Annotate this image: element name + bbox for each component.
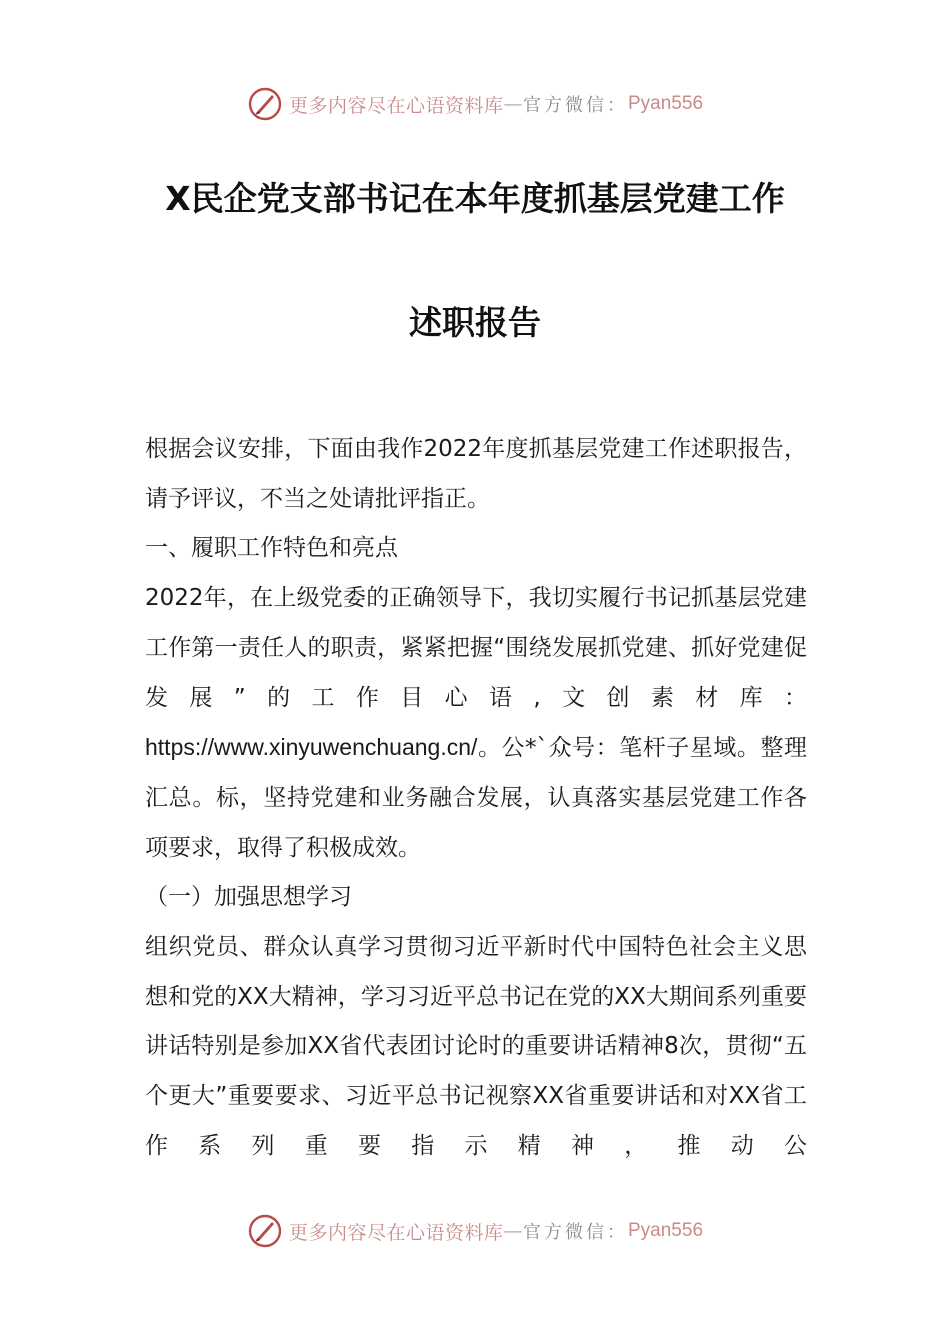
- paragraph-2: [145, 574, 807, 873]
- watermark-official-label: 官方微信：: [523, 1222, 628, 1243]
- watermark-wechat-id: Pyan556: [628, 93, 704, 114]
- paragraph-3: 组织党员、群众认真学习贯彻习近平新时代中国特色社会主义思想和党的XX大精神，学习习近平总书记在党的XX大期间系列重要讲话特别是参加XX省代表团讨论时的重要讲话精神8次，贯彻“五个更大”重要要求、习近平总书记视察XX省重要讲话和对XX省工作系列重要指示精神，推动公: [145, 934, 807, 1159]
- section-heading-1: 一、履职工作特色和亮点: [145, 535, 398, 562]
- quill-logo-icon: [247, 1213, 283, 1249]
- watermark-official-label: 官方微信：: [523, 95, 628, 116]
- paragraph-2-url: https://www.xinyuwenchuang.cn/: [145, 734, 478, 761]
- paragraph-2-text-b: 。公*`众号：笔杆子星域。整理汇总。标，坚持党建和业务融合发展，认真落实基层党建工作各项要求，取得了积极成效。: [145, 735, 807, 861]
- footer-watermark: [0, 1211, 950, 1251]
- quill-logo-icon: [247, 86, 283, 122]
- header-watermark: [0, 84, 950, 124]
- watermark-separator: —: [503, 1220, 523, 1242]
- watermark-wechat-id: Pyan556: [628, 1220, 704, 1241]
- document-title-line2: 述职报告: [409, 303, 541, 342]
- sub-heading-1: （一）加强思想学习: [145, 884, 352, 911]
- watermark-site-text: 更多内容尽在心语资料库: [288, 1221, 504, 1244]
- watermark-separator: —: [503, 93, 523, 115]
- document-body: [145, 425, 807, 1172]
- watermark-site-text: 更多内容尽在心语资料库: [288, 94, 504, 117]
- paragraph-2-text-a: 2022年，在上级党委的正确领导下，我切实履行书记抓基层党建工作第一责任人的职责，紧紧把握“围绕发展抓党建、抓好党建促发展”的工作目心语,文创素材库：: [145, 585, 807, 711]
- document-title-line1: X民企党支部书记在本年度抓基层党建工作: [165, 179, 785, 218]
- intro-paragraph: 根据会议安排，下面由我作2022年度抓基层党建工作述职报告，请予评议，不当之处请批评指正。: [145, 436, 807, 512]
